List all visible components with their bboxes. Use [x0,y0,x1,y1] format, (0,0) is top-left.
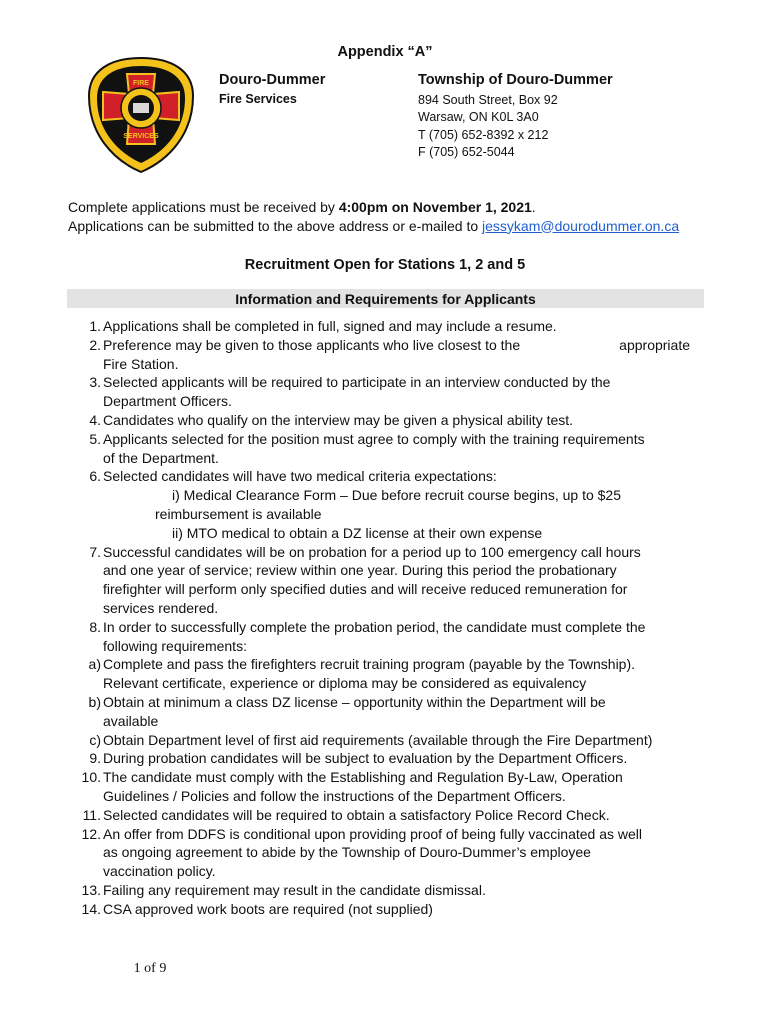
item-text: Candidates who qualify on the interview may be given a physical ability test. [103,411,574,428]
item-text: Guidelines / Policies and follow the instructions of the Department Officers. [103,787,566,804]
item-text: Applicants selected for the position must agree to comply with the training requirements [103,430,645,447]
list-item [65,900,715,919]
list-item [65,618,715,656]
list-item [65,317,715,336]
list-item [65,373,715,411]
deadline-text: Complete applications must be received by [68,199,339,215]
item-text: vaccination policy. [103,863,216,880]
item-text: available [103,712,159,729]
item-letter: b) [88,693,101,710]
item-text: Applications shall be completed in full, signed and may include a resume. [103,318,557,334]
item-text: Department Officers. [103,393,232,410]
item-text: Selected candidates will have two medical criteria expectations: [103,468,497,485]
section-title-bar: Information and Requirements for Applicants [67,289,704,308]
item-number: 6. [89,468,101,485]
item-number: 13. [81,881,101,898]
item-text: services rendered. [103,599,219,616]
item-text: An offer from DDFS is conditional upon providing proof of being fully vaccinated as well [103,825,643,842]
item-text: Complete and pass the firefighters recruit training program (payable by the Township). [103,656,636,673]
item-number: 2. [89,336,101,353]
list-item [65,336,715,374]
list-item [65,749,715,768]
address-line: 894 South Street, Box 92 [418,93,558,107]
deadline-date: 4:00pm on November 1, 2021 [338,199,532,215]
org-name: Douro-Dummer [219,72,326,88]
deadline-period: . [531,199,536,215]
list-item [65,768,715,806]
list-item [65,467,715,542]
list-item [65,806,715,825]
item-text: During probation candidates will be subject to evaluation by the Department Officers. [103,750,628,767]
item-text: Selected candidates will be required to obtain a satisfactory Police Record Check. [103,806,610,823]
item-text: The candidate must comply with the Establishing and Regulation By-Law, Operation [103,769,623,786]
intro-paragraph [68,198,679,235]
submission-text: Applications can be submitted to the above address or e-mailed to [68,217,483,234]
item-number: 10. [81,769,101,786]
item-text: following requirements: [103,637,247,654]
item-number: 5. [89,430,101,447]
item-letter: a) [88,656,101,673]
list-item [65,881,715,900]
fax-line: F (705) 652-5044 [418,144,515,159]
item-text: In order to successfully complete the probation period, the candidate must complete the [103,618,646,635]
item-number: 1. [89,318,101,334]
list-item [65,825,715,881]
item-text: as ongoing agreement to abide by the Township of Douro-Dummer’s employee [103,844,591,861]
deadline-line [68,198,679,217]
item-text: appropriate [619,336,690,353]
township-name: Township of Douro-Dummer [418,72,613,88]
phone-line: T (705) 652-8392 x 212 [418,127,549,142]
list-item [65,655,715,693]
org-dept: Fire Services [219,92,297,106]
item-text: Relevant certificate, experience or diploma may be considered as equivalency [103,675,587,692]
logo-text-top: FIRE [133,80,149,87]
list-item [65,411,715,430]
item-number: 8. [89,618,101,635]
item-text: Obtain at minimum a class DZ license – opportunity within the Department will be [103,693,606,710]
item-text: of the Department. [103,449,219,466]
item-text: Obtain Department level of first aid requirements (available through the Fire Department) [103,731,653,748]
item-number: 14. [81,900,101,917]
submission-line [68,217,679,236]
township-address [418,92,558,161]
logo-text-bottom: SERVICES [123,133,159,140]
item-text: Fire Station. [103,355,179,372]
item-number: 3. [89,374,101,391]
list-item [65,731,715,750]
fire-department-shield-logo [85,56,197,174]
item-text: Preference may be given to those applicants who live closest to the [103,336,521,353]
item-number: 9. [89,750,101,767]
item-text: Successful candidates will be on probation for a period up to 100 emergency call hours [103,543,641,560]
list-item [65,430,715,468]
item-number: 12. [81,825,101,842]
sub-item-text: ii) MTO medical to obtain a DZ license at their own expense [172,524,543,541]
item-letter: c) [89,731,101,748]
sub-item-text: i) Medical Clearance Form – Due before recruit course begins, up to $25 [172,487,621,504]
requirements-list [65,317,715,919]
item-text: and one year of service; review within one year. During this period the probationary [103,562,617,579]
item-number: 11. [82,806,101,823]
email-link[interactable]: jessykam@dourodummer.on.ca [482,217,680,234]
item-number: 4. [89,411,101,428]
appendix-title: Appendix “A” [337,44,433,60]
item-text: CSA approved work boots are required (not supplied) [103,900,433,917]
page-number: 1 of 9 [133,961,167,976]
address-line: Warsaw, ON K0L 3A0 [418,110,539,125]
item-text: firefighter will perform only specified duties and will receive reduced remuneration for [103,581,628,598]
sub-item-text: reimbursement is available [155,505,322,522]
item-text: Selected applicants will be required to participate in an interview conducted by the [103,374,611,391]
list-item [65,693,715,731]
recruitment-title: Recruitment Open for Stations 1, 2 and 5 [244,257,526,273]
item-text: Failing any requirement may result in the candidate dismissal. [103,881,486,898]
list-item [65,543,715,618]
item-number: 7. [89,543,101,560]
